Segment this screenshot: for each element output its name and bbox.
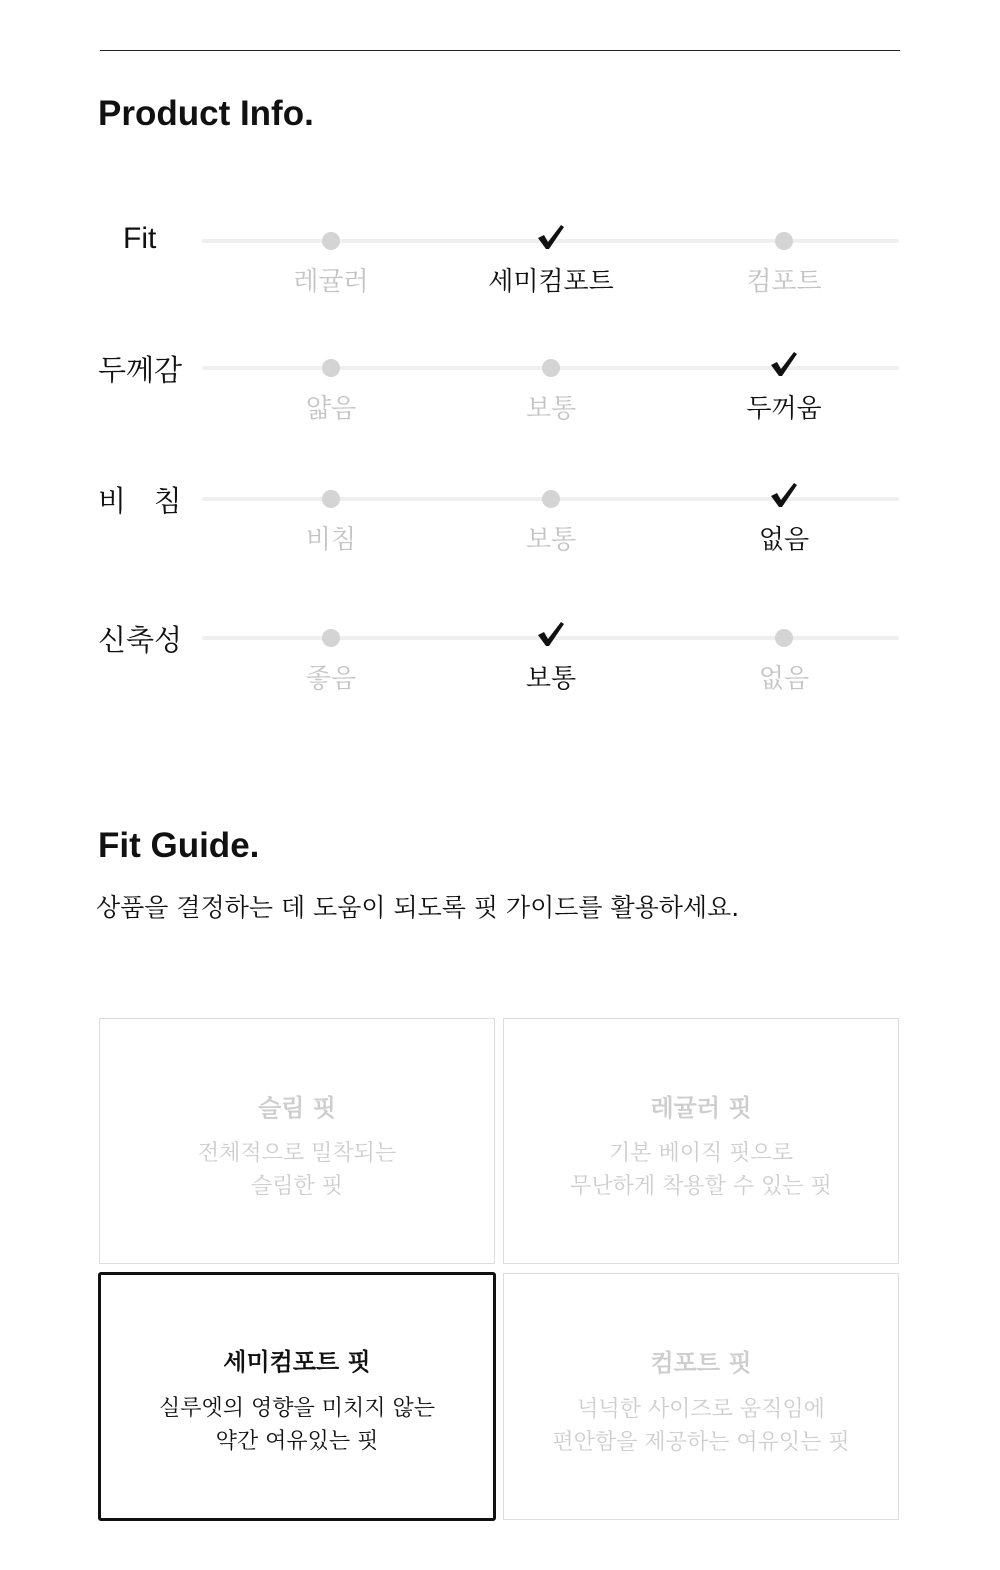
attribute-row-stretch bbox=[0, 623, 1000, 726]
attribute-label: Fit bbox=[123, 222, 157, 255]
option-label: 레귤러 bbox=[293, 267, 369, 297]
dot-icon bbox=[775, 232, 793, 250]
attribute-label: 신축성 bbox=[98, 623, 183, 657]
fit-guide-title: Fit Guide. bbox=[98, 826, 260, 865]
top-divider bbox=[100, 50, 900, 51]
dot-icon bbox=[542, 490, 560, 508]
fit-card-regular[interactable] bbox=[503, 1018, 899, 1264]
fit-card-semi-comfort[interactable] bbox=[98, 1272, 496, 1521]
option-label: 보통 bbox=[525, 664, 577, 694]
fit-card-description-line: 넉넉한 사이즈로 움직임에 bbox=[577, 1397, 825, 1422]
fit-card-title: 세미컴포트 핏 bbox=[223, 1348, 371, 1376]
dot-icon bbox=[322, 232, 340, 250]
option-label: 보통 bbox=[525, 525, 577, 555]
dot-icon bbox=[542, 359, 560, 377]
dot-icon bbox=[322, 629, 340, 647]
option-label: 비침 bbox=[305, 525, 357, 555]
fit-card-description-line: 슬림한 핏 bbox=[250, 1174, 343, 1199]
option-label: 좋음 bbox=[305, 664, 357, 694]
attribute-label: 비 침 bbox=[98, 484, 182, 518]
option-label: 없음 bbox=[758, 525, 810, 555]
option-label: 컴포트 bbox=[746, 267, 822, 297]
check-icon bbox=[536, 223, 566, 251]
fit-card-comfort[interactable] bbox=[503, 1273, 899, 1520]
dot-icon bbox=[322, 359, 340, 377]
check-icon bbox=[769, 350, 799, 378]
attribute-row-sheerness bbox=[0, 484, 1000, 587]
fit-card-description-line: 전체적으로 밀착되는 bbox=[197, 1141, 397, 1166]
option-label: 보통 bbox=[525, 394, 577, 424]
fit-card-description-line: 무난하게 착용할 수 있는 핏 bbox=[570, 1174, 832, 1199]
dot-icon bbox=[775, 629, 793, 647]
check-icon bbox=[769, 481, 799, 509]
attribute-row-fit bbox=[0, 222, 1000, 329]
attribute-label: 두께감 bbox=[98, 353, 183, 387]
option-label: 세미컴포트 bbox=[488, 267, 614, 297]
fit-card-description-line: 약간 여유있는 핏 bbox=[215, 1429, 379, 1454]
fit-card-description-line: 실루엣의 영향을 미치지 않는 bbox=[158, 1396, 435, 1421]
fit-card-slim[interactable] bbox=[99, 1018, 495, 1264]
option-label: 없음 bbox=[758, 664, 810, 694]
product-info-title: Product Info. bbox=[98, 94, 314, 133]
fit-card-description-line: 기본 베이직 핏으로 bbox=[608, 1141, 793, 1166]
option-label: 얇음 bbox=[305, 394, 357, 424]
fit-guide-description: 상품을 결정하는 데 도움이 되도록 핏 가이드를 활용하세요. bbox=[96, 893, 740, 922]
check-icon bbox=[536, 620, 566, 648]
fit-card-title: 컴포트 핏 bbox=[650, 1349, 752, 1377]
fit-card-description-line: 편안함을 제공하는 여유잇는 핏 bbox=[552, 1430, 850, 1455]
option-label: 두꺼움 bbox=[746, 394, 822, 424]
dot-icon bbox=[322, 490, 340, 508]
attribute-row-thickness bbox=[0, 353, 1000, 456]
fit-card-title: 슬림 핏 bbox=[258, 1094, 336, 1122]
fit-card-title: 레귤러 핏 bbox=[650, 1094, 752, 1122]
